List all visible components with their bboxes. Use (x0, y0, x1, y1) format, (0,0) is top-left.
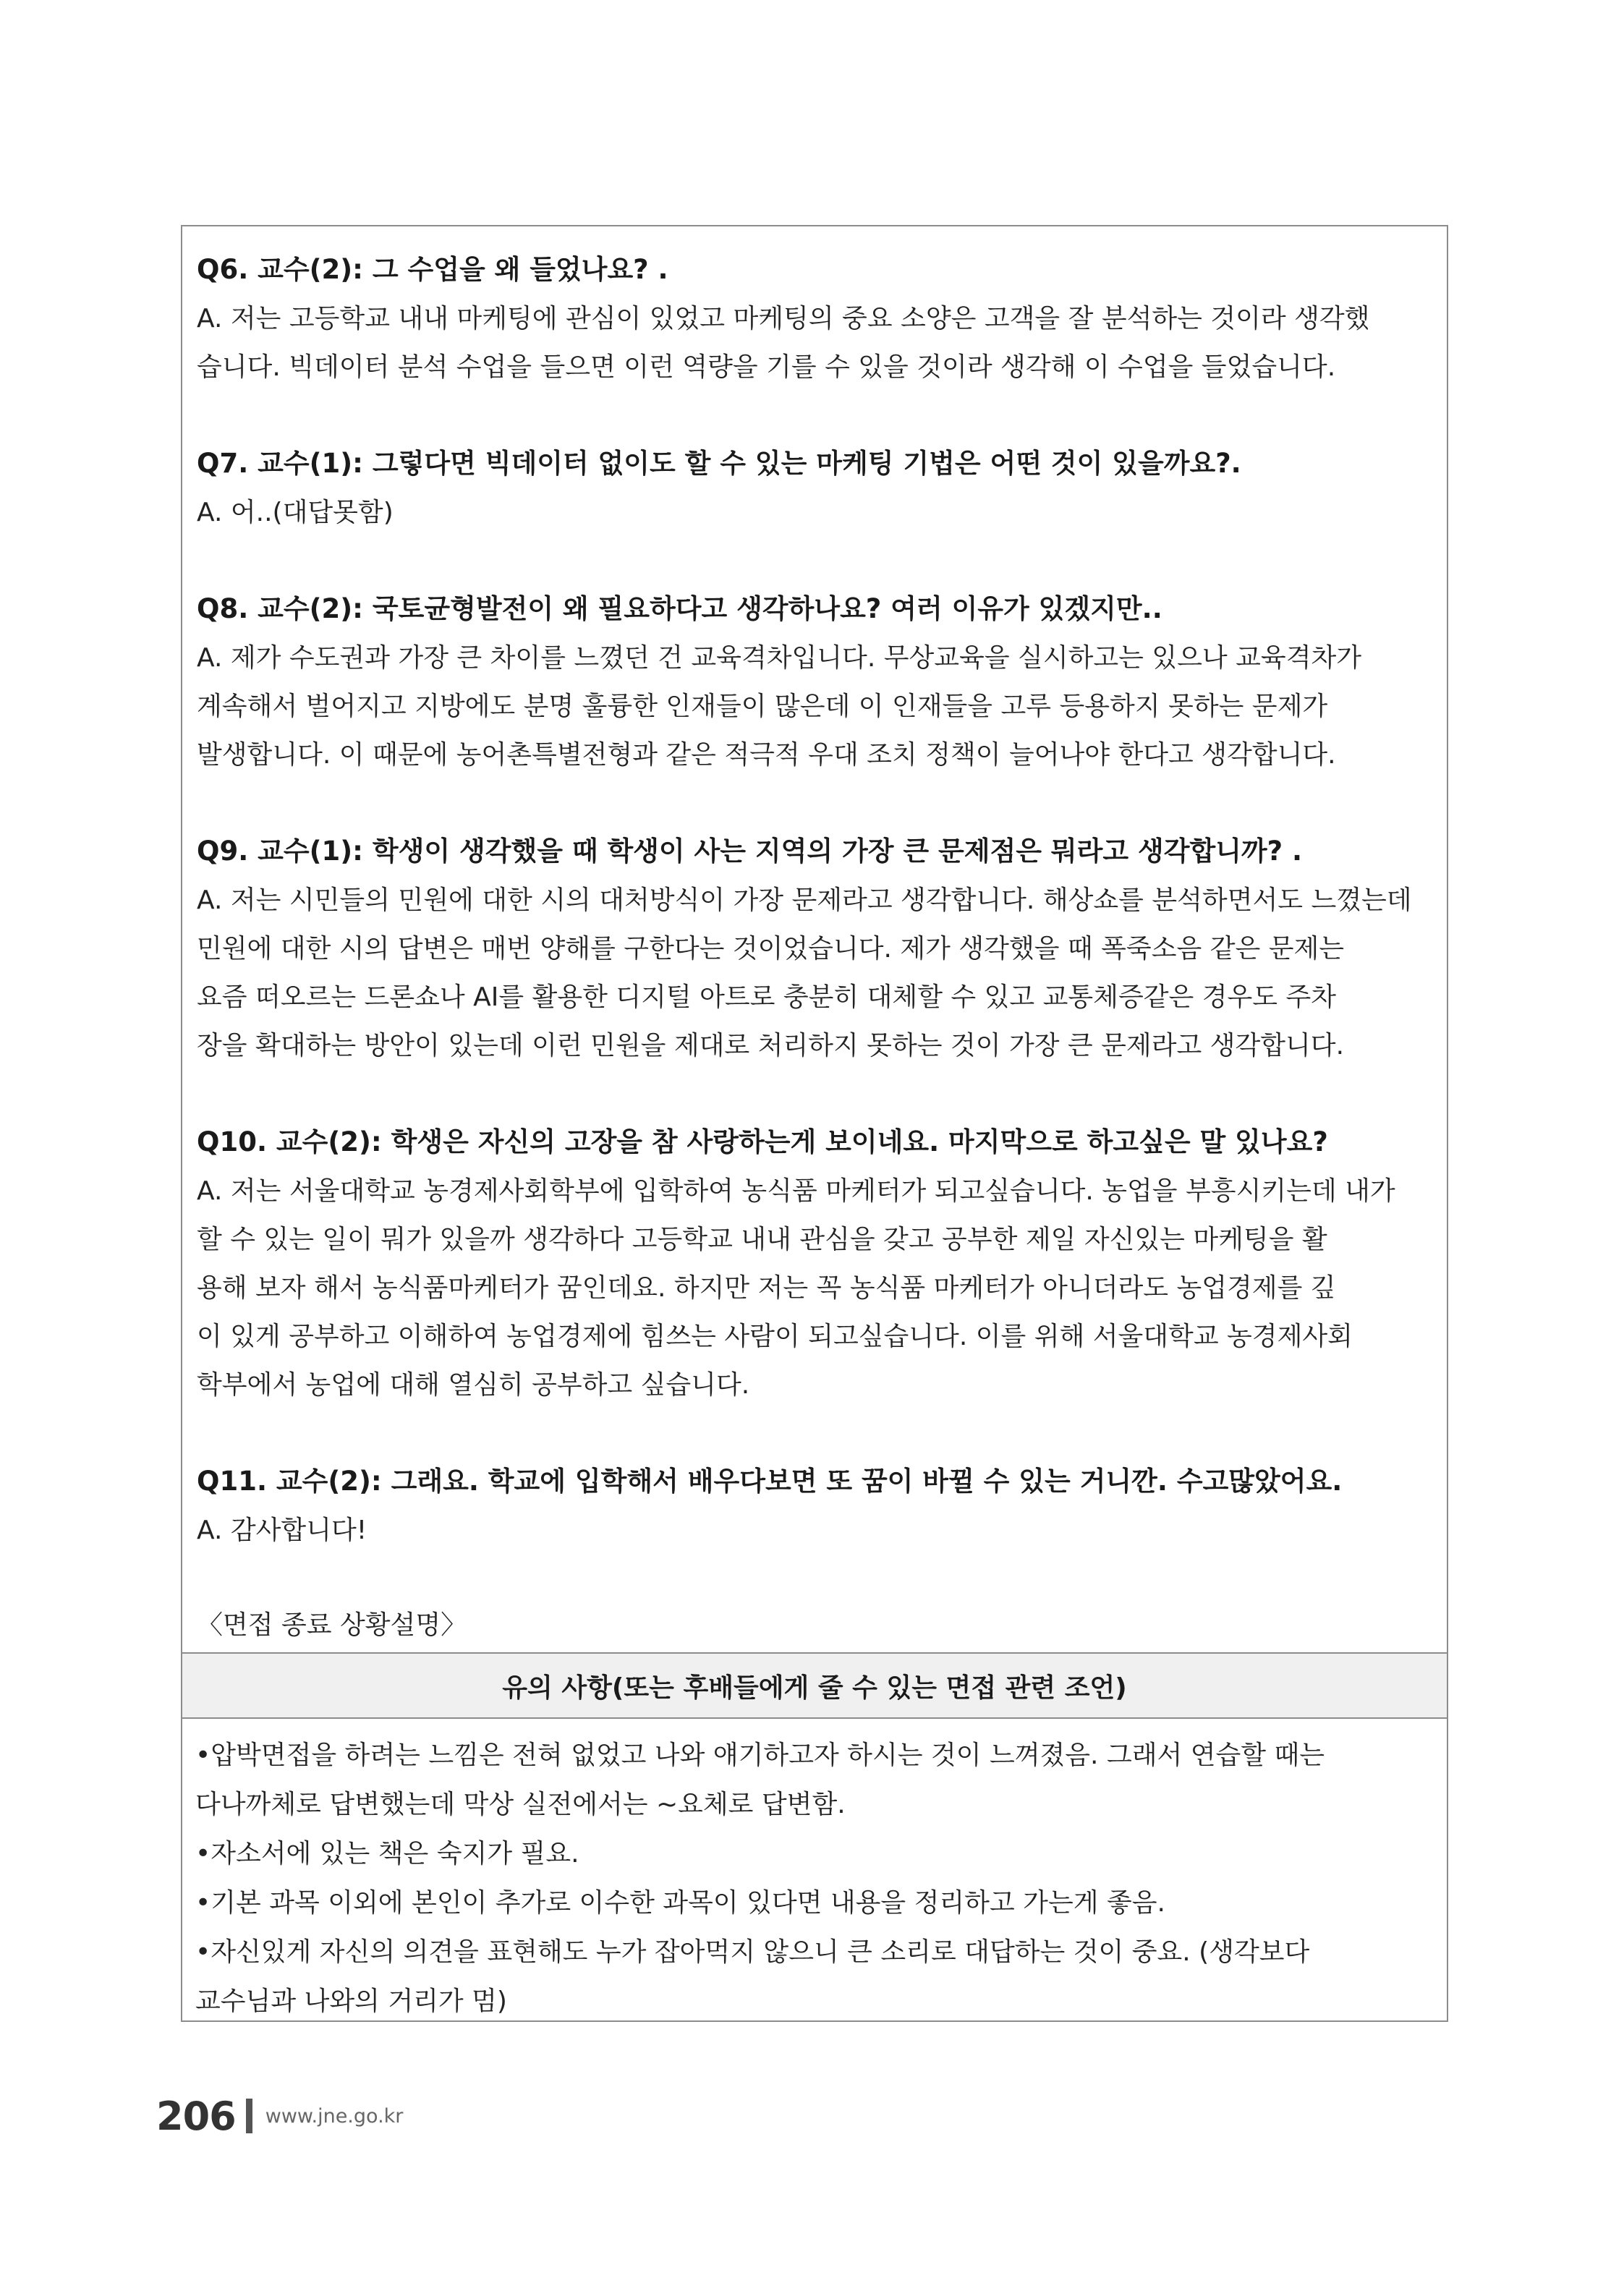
tip-item (195, 1829, 1434, 1879)
answer-line: A. 제가 수도권과 가장 큰 차이를 느꼈던 건 교육격차입니다. 무상교육을 실시하고는 있으나 교육격차가 (197, 643, 1362, 673)
page-footer (156, 2091, 403, 2141)
tip-item (195, 1928, 1434, 2026)
answer-line: 장을 확대하는 방안이 있는데 이런 민원을 제대로 처리하지 못하는 것이 가장 큰 문제라고 생각합니다. (197, 1031, 1345, 1061)
answer-line: A. 저는 서울대학교 농경제사회학부에 입학하여 농식품 마케터가 되고싶습니다. 농업을 부흥시키는데 내가 (197, 1176, 1395, 1206)
answer-line: 학부에서 농업에 대해 열심히 공부하고 싶습니다. (197, 1370, 750, 1400)
tips-list (195, 1731, 1434, 2026)
tip-item (195, 1731, 1434, 1829)
footer-separator (246, 2099, 252, 2133)
question: Q10. 교수(2): 학생은 자신의 고장을 참 사랑하는게 보이네요. 마지막으로 하고싶은 말 있나요? (197, 1126, 1328, 1157)
tip-line: •압박면접을 하려는 느낌은 전혀 없었고 나와 얘기하고자 하시는 것이 느껴졌음. 그래서 연습할 때는 (195, 1741, 1325, 1770)
qa-item-q8 (197, 585, 1434, 779)
question: Q11. 교수(2): 그래요. 학교에 입학해서 배우다보면 또 꿈이 바뀔 수 있는 거니깐. 수고많았어요. (197, 1466, 1343, 1497)
qa-item-q7 (197, 439, 1434, 537)
answer (197, 1506, 1434, 1555)
answer (197, 488, 1434, 537)
answer-line: 할 수 있는 일이 뭐가 있을까 생각하다 고등학교 내내 관심을 갖고 공부한 제일 자신있는 마케팅을 활 (197, 1225, 1327, 1254)
qa-item-q10 (197, 1118, 1434, 1409)
answer-line: 요즘 떠오르는 드론쇼나 AI를 활용한 디지털 아트로 충분히 대체할 수 있고 교통체증같은 경우도 주차 (197, 982, 1337, 1012)
qa-item-q6 (197, 245, 1434, 391)
answer-line: 계속해서 벌어지고 지방에도 분명 훌륭한 인재들이 많은데 이 인재들을 고루 등용하지 못하는 문제가 (197, 692, 1328, 721)
question: Q9. 교수(1): 학생이 생각했을 때 학생이 사는 지역의 가장 큰 문제점은 뭐라고 생각합니까? . (197, 836, 1303, 867)
answer (197, 294, 1434, 391)
page-number: 206 (156, 2093, 236, 2139)
tip-line: 교수님과 나와의 거리가 멈) (195, 1986, 507, 2016)
answer-line: A. 저는 시민들의 민원에 대한 시의 대처방식이 가장 문제라고 생각합니다. 해상쇼를 분석하면서도 느꼈는데 (197, 885, 1412, 915)
answer (197, 876, 1434, 1070)
question: Q6. 교수(2): 그 수업을 왜 들었나요? . (197, 254, 668, 285)
tip-line: •자소서에 있는 책은 숙지가 필요. (195, 1839, 579, 1869)
answer-line: 발생합니다. 이 때문에 농어촌특별전형과 같은 적극적 우대 조치 정책이 늘어나야 한다고 생각합니다. (197, 740, 1336, 770)
tip-line: 다나까체로 답변했는데 막상 실전에서는 ~요체로 답변함. (195, 1790, 846, 1819)
interview-table (181, 225, 1448, 2022)
answer (197, 1167, 1434, 1409)
answer-line: A. 감사합니다! (197, 1516, 367, 1545)
answer-line: A. 저는 고등학교 내내 마케팅에 관심이 있었고 마케팅의 중요 소양은 고객을 잘 분석하는 것이라 생각했 (197, 304, 1370, 333)
answer-line: 용해 보자 해서 농식품마케터가 꿈인데요. 하지만 저는 꼭 농식품 마케터가 아니더라도 농업경제를 깊 (197, 1273, 1336, 1303)
answer-line: A. 어..(대답못함) (197, 498, 394, 527)
answer (197, 634, 1434, 779)
qa-section (197, 245, 1434, 1695)
closing-note: 〈면접 종료 상황설명〉 (197, 1610, 467, 1640)
question: Q7. 교수(1): 그렇다면 빅데이터 없이도 할 수 있는 마케팅 기법은 어떤 것이 있을까요?. (197, 448, 1241, 479)
answer-line: 민원에 대한 시의 답변은 매번 양해를 구한다는 것이었습니다. 제가 생각했을 때 폭죽소음 같은 문제는 (197, 934, 1345, 964)
footer-url: www.jne.go.kr (265, 2104, 404, 2128)
qa-item-q9 (197, 827, 1434, 1070)
answer-line: 습니다. 빅데이터 분석 수업을 들으면 이런 역량을 기를 수 있을 것이라 생각해 이 수업을 들었습니다. (197, 352, 1336, 382)
question: Q8. 교수(2): 국토균형발전이 왜 필요하다고 생각하나요? 여러 이유가 있겠지만.. (197, 593, 1162, 624)
tip-line: •자신있게 자신의 의견을 표현해도 누가 잡아먹지 않으니 큰 소리로 대답하는 것이 중요. (생각보다 (195, 1937, 1310, 1967)
tips-header: 유의 사항(또는 후배들에게 줄 수 있는 면접 관련 조언) (182, 1654, 1447, 1719)
qa-item-q11 (197, 1457, 1434, 1555)
answer-line: 이 있게 공부하고 이해하여 농업경제에 힘쓰는 사람이 되고싶습니다. 이를 위해 서울대학교 농경제사회 (197, 1322, 1353, 1351)
tip-item (195, 1879, 1434, 1928)
tip-line: •기본 과목 이외에 본인이 추가로 이수한 과목이 있다면 내용을 정리하고 가는게 좋음. (195, 1888, 1165, 1918)
